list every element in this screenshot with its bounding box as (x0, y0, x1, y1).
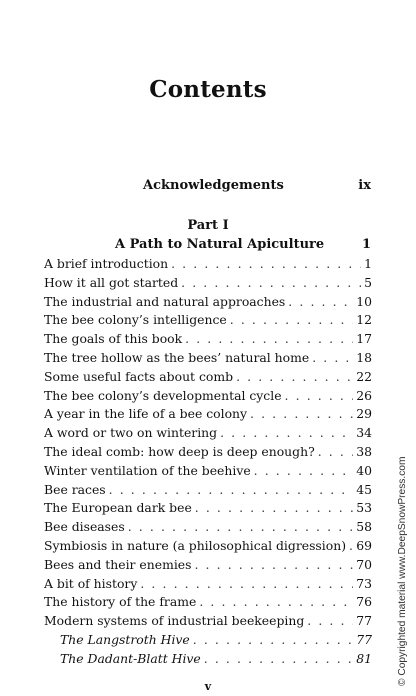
dot-leader (307, 612, 353, 631)
toc-entry-title: How it all got started (44, 274, 179, 290)
toc-entry-title: Some useful facts about comb (44, 368, 234, 384)
toc-entry[interactable] (44, 424, 372, 443)
copyright-watermark: © Copyrighted material www.DeepSnowPress.com (397, 456, 408, 686)
toc-entry-title: Bees and their enemies (44, 556, 192, 572)
toc-entry[interactable] (44, 518, 372, 537)
toc-entry-page: 77 (356, 631, 372, 647)
page-number: v (204, 680, 212, 693)
toc-entry-page: 69 (356, 537, 372, 553)
toc-entry-page: 18 (356, 349, 372, 365)
dot-leader (181, 274, 361, 293)
toc-entry-title: Bee races (44, 481, 106, 497)
toc-entry-title: A bit of history (44, 575, 138, 591)
toc-entry-page: 38 (356, 443, 372, 459)
toc-entry-page: 76 (356, 594, 372, 610)
toc-entry[interactable] (44, 481, 372, 500)
toc-entry[interactable] (44, 650, 372, 669)
toc-entry-title: A year in the life of a bee colony (44, 406, 248, 422)
dot-leader (171, 255, 361, 274)
toc-entry-title: Symbiosis in nature (a philosophical digression) (44, 537, 347, 553)
dot-leader (140, 575, 353, 594)
toc-entry[interactable] (44, 612, 372, 631)
toc-entry-page: 17 (356, 331, 372, 347)
toc-entry-title: The bee colony’s developmental cycle (44, 387, 282, 403)
dot-leader (194, 556, 353, 575)
dot-leader (230, 311, 353, 330)
dot-leader (254, 462, 354, 481)
dot-leader (185, 330, 353, 349)
toc-entry[interactable] (44, 462, 372, 481)
toc-entry[interactable] (44, 349, 372, 368)
part-label: Part I (187, 218, 229, 233)
dot-leader (195, 499, 353, 518)
toc-entry-page: 10 (356, 293, 372, 309)
toc-entry-title: A brief introduction (44, 256, 169, 271)
toc-entry[interactable] (44, 556, 372, 575)
dot-leader (199, 593, 353, 612)
toc-entry-page: 77 (356, 613, 372, 629)
toc-entry[interactable] (44, 443, 372, 462)
toc-entry-page: 26 (356, 387, 372, 403)
dot-leader (349, 537, 353, 556)
toc-entry[interactable] (44, 330, 372, 349)
toc-entry-title: The goals of this book (44, 331, 183, 347)
toc-entry-title: The tree hollow as the bees’ natural home (44, 349, 310, 365)
dot-leader (285, 387, 354, 406)
toc-entry-page: 58 (356, 519, 372, 535)
dot-leader (250, 405, 353, 424)
toc-entry-page: 45 (356, 481, 372, 497)
toc-acknowledgements-page: ix (358, 178, 371, 193)
page-title: Contents (149, 76, 267, 103)
toc-entry[interactable] (44, 274, 372, 293)
toc-entry-title: The history of the frame (44, 594, 197, 610)
toc-entry-title: The bee colony’s intelligence (44, 312, 227, 328)
toc-entry[interactable] (44, 593, 372, 612)
toc-entry[interactable] (44, 255, 372, 274)
toc-entry-title: The Dadant-Blatt Hive (60, 650, 201, 666)
toc-entry-page: 53 (356, 500, 372, 516)
toc-entry-page: 34 (356, 425, 372, 441)
part-title-text: A Path to Natural Apiculture (115, 237, 325, 252)
dot-leader (193, 631, 353, 650)
dot-leader (236, 368, 353, 387)
toc-entry-title: The Langstroth Hive (60, 631, 190, 647)
toc-entry-title: The European dark bee (44, 500, 192, 516)
toc-entry-title: Bee diseases (44, 519, 125, 535)
toc-entry-page: 73 (356, 575, 372, 591)
toc-entry[interactable] (44, 499, 372, 518)
toc-acknowledgements-label: Acknowledgements (143, 178, 284, 193)
toc-entry-title: The ideal comb: how deep is deep enough? (44, 443, 315, 459)
toc-entry-title: Modern systems of industrial beekeeping (44, 613, 305, 629)
toc-part-title[interactable] (44, 237, 371, 252)
part-title-page: 1 (361, 237, 371, 252)
toc-entry-page: 1 (364, 256, 372, 271)
toc-entry-page: 22 (356, 368, 372, 384)
toc-entry-page: 40 (356, 462, 372, 478)
dot-leader (128, 518, 353, 537)
dot-leader (288, 293, 353, 312)
dot-leader (109, 481, 354, 500)
toc-entry-page: 12 (356, 312, 372, 328)
toc-entry-page: 5 (364, 274, 372, 290)
toc-entry-page: 29 (356, 406, 372, 422)
toc-entry-page: 70 (356, 556, 372, 572)
toc-entry[interactable] (44, 368, 372, 387)
dot-leader (204, 650, 353, 669)
toc-entry-title: A word or two on wintering (44, 425, 218, 441)
toc-entry-title: The industrial and natural approaches (44, 293, 286, 309)
dot-leader (312, 349, 353, 368)
toc-entry-page: 81 (356, 650, 372, 666)
dot-leader (318, 443, 354, 462)
toc-acknowledgements[interactable] (44, 178, 371, 193)
toc-entry[interactable] (44, 575, 372, 594)
toc-entry[interactable] (44, 311, 372, 330)
toc-entries (44, 255, 372, 669)
dot-leader (220, 424, 353, 443)
toc-entry-title: Winter ventilation of the beehive (44, 462, 251, 478)
toc-entry[interactable] (44, 405, 372, 424)
toc-entry[interactable] (44, 631, 372, 650)
toc-entry[interactable] (44, 387, 372, 406)
toc-entry[interactable] (44, 293, 372, 312)
toc-entry[interactable] (44, 537, 372, 556)
